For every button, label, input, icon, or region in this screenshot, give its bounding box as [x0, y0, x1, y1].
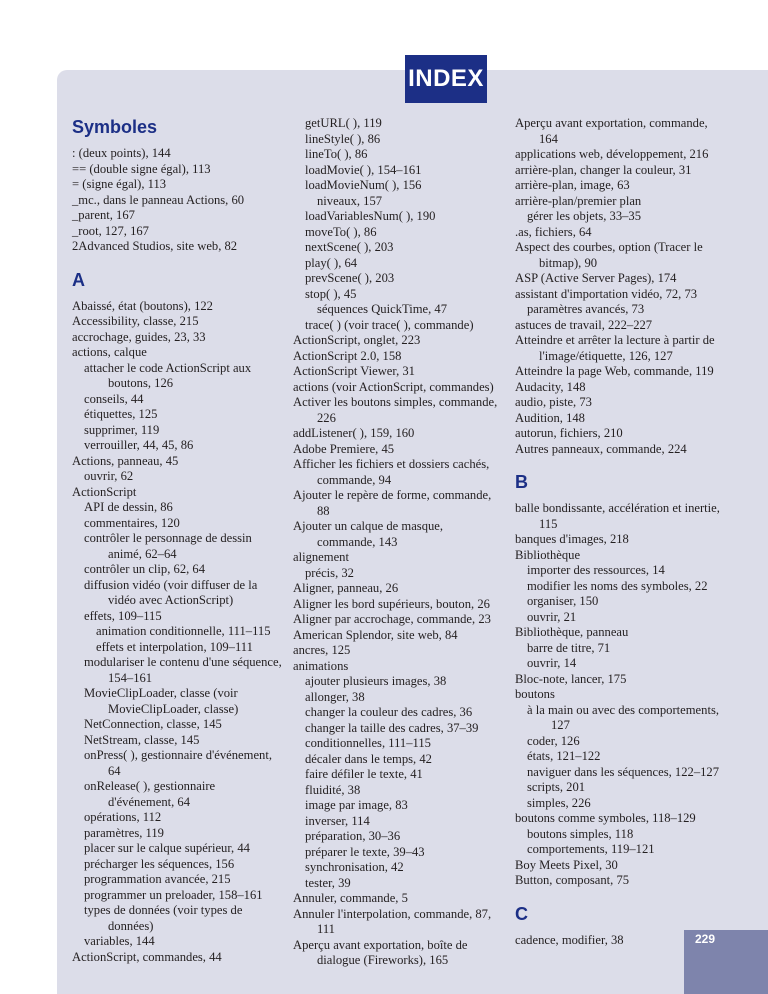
- index-entry: inverser, 114: [305, 813, 370, 828]
- index-entry: contrôler un clip, 62, 64: [84, 562, 206, 576]
- index-entry: animations: [293, 658, 349, 673]
- index-entry: conditionnelles, 111–115: [305, 736, 431, 750]
- index-entry: arrière-plan/premier plan: [515, 193, 642, 208]
- index-entry: loadMovieNum( ), 156: [305, 178, 422, 192]
- index-entry: trace( ) (voir trace( ), commande): [305, 317, 474, 332]
- index-entry: addListener( ), 159, 160: [293, 426, 415, 440]
- index-entry: actions, calque: [72, 345, 147, 359]
- index-entry: opérations, 112: [84, 810, 162, 824]
- index-entry: précharger les séquences, 156: [84, 856, 235, 871]
- index-entry: Annuler, commande, 5: [293, 891, 408, 905]
- index-entry: Bibliothèque, panneau: [515, 625, 629, 639]
- index-entry: Ajouter un calque de masque, commande, 143: [293, 519, 444, 549]
- index-entry: commentaires, 120: [84, 515, 180, 530]
- index-entry: getURL( ), 119: [305, 116, 382, 130]
- index-entry: Aperçu avant exportation, boîte de dialogue (Fireworks), 165: [293, 937, 468, 967]
- index-entry: Aperçu avant exportation, commande, 164: [515, 116, 708, 146]
- index-entry: Boy Meets Pixel, 30: [515, 857, 618, 872]
- index-entry: NetConnection, classe, 145: [84, 717, 222, 731]
- index-entry: stop( ), 45: [305, 286, 357, 301]
- index-entry: ActionScript, onglet, 223: [293, 333, 421, 347]
- index-section: [515, 903, 725, 949]
- index-entry: loadMovie( ), 154–161: [305, 162, 422, 177]
- index-entry: attacher le code ActionScript aux boutons, 126: [84, 360, 252, 390]
- page-number: 229: [695, 932, 716, 946]
- index-entry: importer des ressources, 14: [527, 563, 665, 577]
- index-entry: coder, 126: [527, 733, 580, 748]
- index-entry: comportements, 119–121: [527, 842, 655, 856]
- index-entry: Bibliothèque: [515, 547, 581, 562]
- index-entry: _root, 127, 167: [72, 223, 149, 238]
- index-entry: ActionScript: [72, 484, 137, 499]
- index-entry: Actions, panneau, 45: [72, 453, 179, 468]
- index-column-3: [515, 116, 725, 948]
- index-entry: Abaissé, état (boutons), 122: [72, 298, 213, 313]
- index-entry: ASP (Active Server Pages), 174: [515, 271, 677, 285]
- index-entry: alignement: [293, 550, 349, 564]
- index-entry: astuces de travail, 222–227: [515, 317, 653, 332]
- index-entry: 2Advanced Studios, site web, 82: [72, 239, 238, 253]
- index-entry: programmation avancée, 215: [84, 872, 231, 886]
- index-entry: verrouiller, 44, 45, 86: [84, 438, 194, 452]
- index-entry: étiquettes, 125: [84, 407, 158, 421]
- index-entry: NetStream, classe, 145: [84, 732, 200, 747]
- index-entry: Aligner les bord supérieurs, bouton, 26: [293, 596, 490, 611]
- index-entry: audio, piste, 73: [515, 395, 592, 409]
- index-entry: Atteindre et arrêter la lecture à partir de l'image/étiquette, 126, 127: [515, 333, 715, 363]
- index-entry: barre de titre, 71: [527, 640, 611, 655]
- index-entry: image par image, 83: [305, 798, 408, 812]
- index-entry: précis, 32: [305, 565, 354, 580]
- index-entry: Adobe Premiere, 45: [293, 441, 395, 456]
- index-entry: ouvrir, 21: [527, 609, 577, 624]
- index-entry: tester, 39: [305, 875, 351, 890]
- index-entry: à la main ou avec des comportements, 127: [527, 702, 719, 732]
- index-entry: changer la taille des cadres, 37–39: [305, 720, 479, 735]
- index-entry: boutons: [515, 687, 555, 701]
- section-heading: A: [72, 269, 85, 290]
- index-entry: séquences QuickTime, 47: [317, 302, 448, 316]
- index-entry: placer sur le calque supérieur, 44: [84, 841, 250, 855]
- index-entry: synchronisation, 42: [305, 860, 404, 874]
- index-entry: Atteindre la page Web, commande, 119: [515, 364, 714, 378]
- index-entry: ajouter plusieurs images, 38: [305, 674, 447, 688]
- index-entry: ActionScript, commandes, 44: [72, 949, 222, 964]
- index-entry: niveaux, 157: [317, 193, 383, 208]
- index-entry: cadence, modifier, 38: [515, 932, 624, 947]
- index-entry: Activer les boutons simples, commande, 226: [293, 395, 498, 425]
- index-entry: onPress( ), gestionnaire d'événement, 64: [84, 748, 272, 778]
- index-entry: variables, 144: [84, 934, 155, 948]
- index-entry: : (deux points), 144: [72, 146, 171, 160]
- index-entry: Ajouter le repère de forme, commande, 88: [293, 488, 492, 518]
- index-entry: onRelease( ), gestionnaire d'événement, 64: [84, 779, 216, 809]
- index-entry: assistant d'importation vidéo, 72, 73: [515, 286, 698, 301]
- index-entry: ancres, 125: [293, 643, 351, 657]
- index-section: [293, 116, 498, 969]
- index-entry: scripts, 201: [527, 780, 586, 794]
- index-entry: allonger, 38: [305, 689, 365, 704]
- index-entry: actions (voir ActionScript, commandes): [293, 379, 494, 394]
- index-entry: Button, composant, 75: [515, 873, 630, 887]
- index-entry: = (signe égal), 113: [72, 177, 167, 191]
- index-entry: ActionScript Viewer, 31: [293, 364, 415, 378]
- index-entry: supprimer, 119: [84, 422, 160, 437]
- index-entry: prevScene( ), 203: [305, 271, 395, 285]
- index-entry: préparer le texte, 39–43: [305, 844, 425, 859]
- index-entry: programmer un preloader, 158–161: [84, 887, 263, 902]
- index-section: [72, 269, 282, 966]
- index-entry: autorun, fichiers, 210: [515, 426, 623, 440]
- index-entry: arrière-plan, image, 63: [515, 178, 630, 192]
- index-entry: effets et interpolation, 109–111: [96, 639, 253, 654]
- index-entry: Aligner, panneau, 26: [293, 581, 399, 595]
- index-entry: animation conditionnelle, 111–115: [96, 624, 271, 638]
- index-column-2: [293, 116, 498, 969]
- index-entry: MovieClipLoader, classe (voir MovieClipLoader, classe): [84, 686, 239, 716]
- index-entry: API de dessin, 86: [84, 500, 173, 514]
- index-entry: modulariser le contenu d'une séquence, 154–161: [84, 655, 282, 685]
- index-entry: ouvrir, 62: [84, 469, 134, 483]
- index-entry: _mc., dans le panneau Actions, 60: [72, 192, 245, 207]
- index-section: [515, 116, 725, 457]
- index-entry: applications web, développement, 216: [515, 147, 709, 161]
- index-entry: types de données (voir types de données): [84, 903, 243, 933]
- section-heading: C: [515, 903, 528, 924]
- index-title-tab: INDEX: [405, 55, 487, 103]
- index-entry: lineStyle( ), 86: [305, 131, 381, 146]
- index-column-1: [72, 116, 282, 965]
- index-entry: Afficher les fichiers et dossiers cachés, commande, 94: [293, 457, 490, 487]
- index-entry: faire défiler le texte, 41: [305, 767, 423, 781]
- index-entry: simples, 226: [527, 795, 591, 810]
- index-entry: décaler dans le temps, 42: [305, 751, 432, 766]
- index-entry: conseils, 44: [84, 391, 144, 406]
- section-heading: Symboles: [72, 117, 158, 137]
- index-entry: loadVariablesNum( ), 190: [305, 209, 436, 223]
- index-entry: _parent, 167: [72, 208, 135, 222]
- index-section: [515, 471, 725, 889]
- index-entry: banques d'images, 218: [515, 532, 629, 546]
- index-entry: moveTo( ), 86: [305, 224, 377, 239]
- index-entry: contrôler le personnage de dessin animé, 62–64: [84, 531, 252, 561]
- index-section: [72, 116, 282, 255]
- index-entry: organiser, 150: [527, 594, 599, 608]
- index-entry: boutons simples, 118: [527, 826, 634, 841]
- index-entry: états, 121–122: [527, 749, 601, 763]
- index-entry: fluidité, 38: [305, 782, 361, 797]
- index-entry: arrière-plan, changer la couleur, 31: [515, 162, 692, 177]
- index-entry: Audacity, 148: [515, 379, 586, 394]
- index-entry: ouvrir, 14: [527, 656, 577, 670]
- index-entry: naviguer dans les séquences, 122–127: [527, 764, 720, 779]
- index-entry: Autres panneaux, commande, 224: [515, 441, 687, 456]
- index-entry: == (double signe égal), 113: [72, 161, 211, 176]
- index-entry: Annuler l'interpolation, commande, 87, 111: [293, 906, 492, 936]
- index-entry: effets, 109–115: [84, 608, 162, 623]
- index-entry: diffusion vidéo (voir diffuser de la vidéo avec ActionScript): [84, 577, 258, 607]
- index-entry: préparation, 30–36: [305, 829, 401, 843]
- index-entry: .as, fichiers, 64: [515, 224, 592, 239]
- index-entry: American Splendor, site web, 84: [293, 627, 458, 642]
- index-entry: accrochage, guides, 23, 33: [72, 329, 206, 344]
- index-entry: paramètres, 119: [84, 825, 164, 840]
- index-entry: modifier les noms des symboles, 22: [527, 578, 708, 593]
- index-entry: paramètres avancés, 73: [527, 302, 645, 316]
- section-heading: B: [515, 472, 528, 492]
- index-entry: balle bondissante, accélération et inertie, 115: [515, 501, 720, 531]
- index-entry: gérer les objets, 33–35: [527, 209, 642, 223]
- index-entry: Bloc-note, lancer, 175: [515, 671, 627, 686]
- index-entry: boutons comme symboles, 118–129: [515, 811, 696, 825]
- index-entry: Audition, 148: [515, 410, 585, 425]
- index-entry: changer la couleur des cadres, 36: [305, 705, 473, 719]
- index-entry: lineTo( ), 86: [305, 147, 368, 161]
- index-entry: Aspect des courbes, option (Tracer le bitmap), 90: [515, 240, 703, 270]
- index-entry: Accessibility, classe, 215: [72, 314, 199, 328]
- index-entry: ActionScript 2.0, 158: [293, 348, 402, 363]
- index-entry: play( ), 64: [305, 255, 358, 270]
- index-entry: nextScene( ), 203: [305, 240, 394, 254]
- index-entry: Aligner par accrochage, commande, 23: [293, 612, 491, 626]
